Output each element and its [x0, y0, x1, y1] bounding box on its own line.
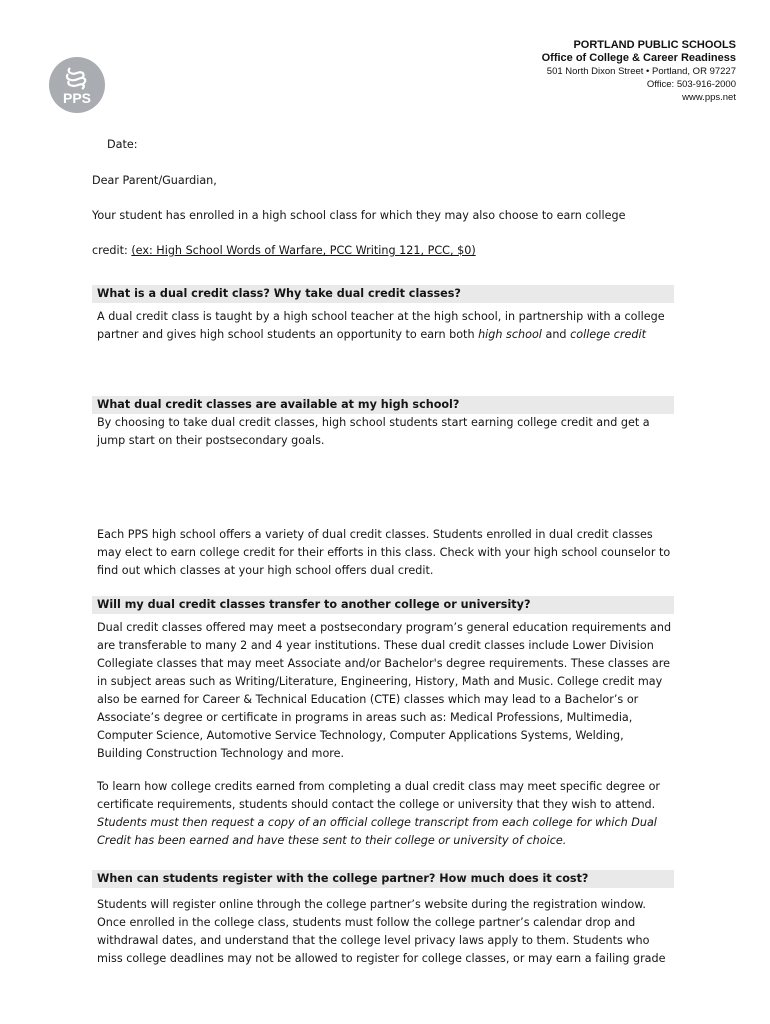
s3-line: Collegiate classes that may meet Associate and/or Bachelor's degree requirements. These classes are — [97, 657, 671, 670]
s4-line: Students will register online through the college partner’s website during the registration window. — [97, 898, 646, 911]
credit-line — [92, 242, 476, 260]
s3-line: also be earned for Career & Technical Education (CTE) classes which may lead to a Bachelor’s or — [97, 693, 639, 706]
s3-p2-line1: To learn how college credits earned from completing a dual credit class may meet specific degree or — [97, 780, 661, 793]
s3-line: in subject areas such as Writing/Literature, Engineering, History, Math and Music. College credit may — [97, 675, 663, 688]
date-label: Date: — [107, 138, 138, 151]
s4-line: Once enrolled in the college class, students must follow the college partner’s calendar drop and — [97, 916, 636, 929]
dept-name: Office of College & Career Readiness — [541, 52, 736, 64]
logo-text: PPS — [62, 90, 92, 106]
s3-line: Dual credit classes offered may meet a postsecondary program’s general education requirements and — [97, 621, 672, 634]
intro-line: Your student has enrolled in a high school class for which they may also choose to earn college — [92, 209, 626, 222]
s4-line: withdrawal dates, and understand that the college level privacy laws apply to them. Students who — [97, 934, 650, 947]
greeting: Dear Parent/Guardian, — [92, 174, 217, 187]
credit-prefix: credit: — [92, 244, 132, 257]
s3-line: Associate’s degree or certificate in programs in areas such as: Medical Professions, Multimedia, — [97, 711, 633, 724]
s3-line: are transferable to many 2 and 4 year institutions. These dual credit classes include Lower Division — [97, 639, 654, 652]
letterhead — [542, 39, 736, 104]
org-name: PORTLAND PUBLIC SCHOOLS — [573, 39, 736, 51]
section-heading-dual-credit: What is a dual credit class? Why take dual credit classes? — [97, 287, 461, 300]
pps-logo — [48, 56, 106, 114]
s2-line1: By choosing to take dual credit classes, high school students start earning college credit and get a — [97, 416, 650, 429]
s2-p2-line1: Each PPS high school offers a variety of dual credit classes. Students enrolled in dual credit classes — [97, 528, 653, 541]
s2-line2: jump start on their postsecondary goals. — [97, 434, 325, 447]
s3-p2-line4: Credit has been earned and have these sent to their college or university of choice. — [97, 834, 567, 847]
s3-p2-line3: Students must then request a copy of an official college transcript from each college for which Dual — [97, 816, 657, 829]
s1-line2: partner and gives high school students an opportunity to earn both high school and college credit — [97, 328, 646, 341]
s4-line: miss college deadlines may not be allowed to register for college classes, or may earn a failing grade — [97, 952, 666, 965]
section-heading-register: When can students register with the college partner? How much does it cost? — [97, 872, 589, 885]
credit-example: (ex: High School Words of Warfare, PCC Writing 121, PCC, $0) — [131, 244, 476, 257]
section-heading-transfer: Will my dual credit classes transfer to another college or university? — [97, 598, 531, 611]
s1-line1: A dual credit class is taught by a high school teacher at the high school, in partnership with a college — [97, 310, 665, 323]
website: www.pps.net — [682, 92, 736, 103]
s3-p2-line2: certificate requirements, students should contact the college or university that they wish to attend. — [97, 798, 656, 811]
address: 501 North Dixon Street • Portland, OR 97227 — [546, 66, 736, 77]
section-heading-available: What dual credit classes are available at my high school? — [97, 398, 460, 411]
office-phone: Office: 503-916-2000 — [646, 79, 736, 90]
s2-p2-line2: may elect to earn college credit for their efforts in this class. Check with your high school counselor to — [97, 546, 671, 559]
s2-p2-line3: find out which classes at your high school offers dual credit. — [97, 564, 434, 577]
s3-line: Building Construction Technology and more. — [97, 747, 345, 760]
s3-line: Computer Science, Automotive Service Technology, Computer Applications Systems, Welding, — [97, 729, 624, 742]
